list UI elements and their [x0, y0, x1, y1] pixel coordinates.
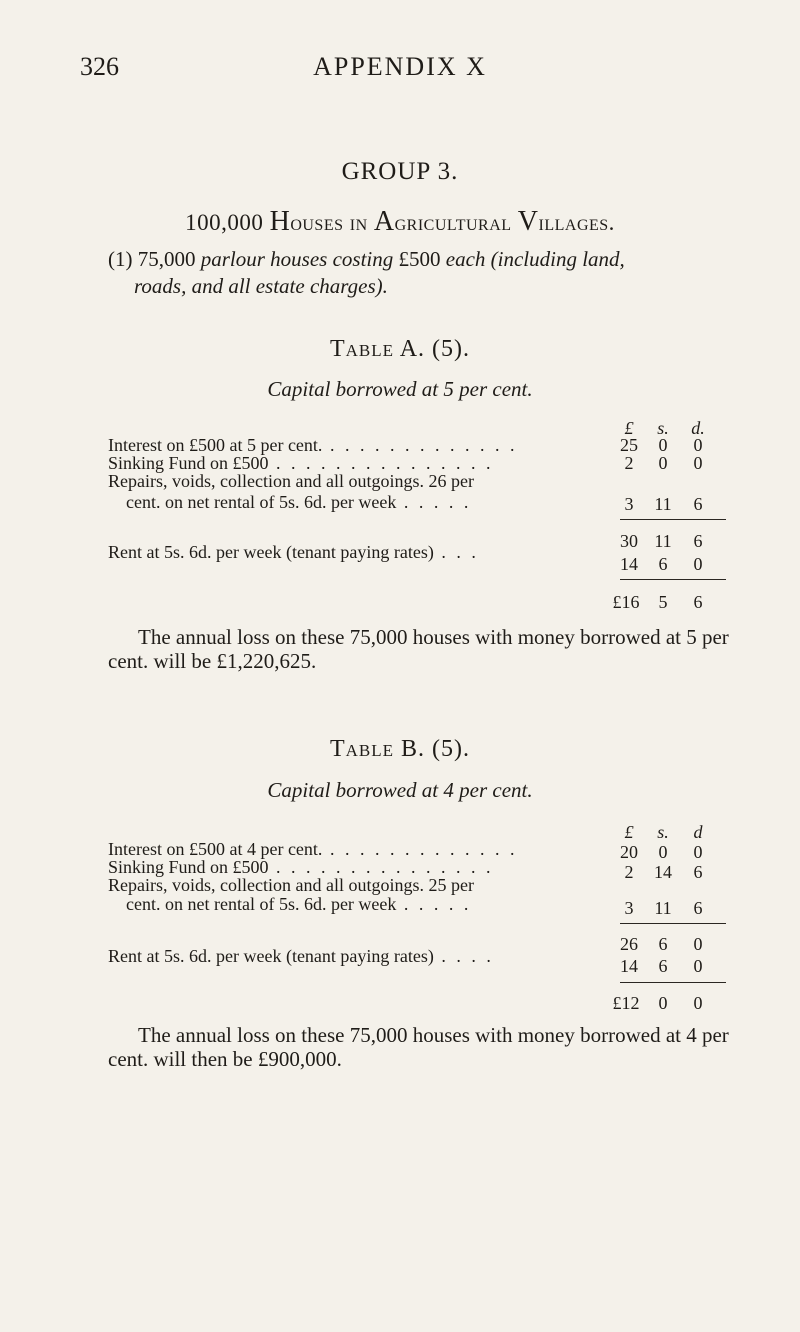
intro-statement: [108, 246, 763, 300]
cell-shillings: 11: [654, 531, 672, 551]
total-rule: [620, 579, 726, 580]
header-pounds: £: [624, 822, 634, 842]
intro-amount: £500: [398, 247, 441, 271]
group-title: GROUP 3.: [341, 158, 459, 185]
cell-pence: 6: [693, 898, 703, 918]
row-label-text: Interest on £500 at 4 per cent.: [108, 839, 323, 859]
table-row: [108, 857, 748, 882]
leader-dots: . . . .: [433, 946, 494, 966]
subheading-cap-a: A: [373, 206, 395, 237]
table-b-title: Table B. (5).: [329, 736, 471, 762]
cell-pence: 0: [693, 842, 703, 862]
rent-values: [108, 554, 748, 574]
cell-shillings: 5: [658, 592, 668, 612]
subheading-cap-h: H: [269, 206, 291, 237]
cell-shillings: 0: [658, 453, 668, 473]
header-pence: d: [693, 822, 703, 842]
cell-pounds: 14: [620, 956, 638, 976]
row-label-text: cent. on net rental of 5s. 6d. per week: [126, 894, 397, 914]
row-label-text: Rent at 5s. 6d. per week (tenant paying rates): [108, 542, 434, 562]
rent-values: [108, 956, 748, 976]
total-row: [108, 993, 748, 1013]
cell-pounds: 3: [624, 898, 634, 918]
table-a-title: Table A. (5).: [329, 336, 471, 362]
table-row: [108, 453, 748, 473]
cell-shillings: 14: [654, 862, 672, 882]
total-row: [108, 592, 748, 612]
leader-dots: . . . . . . . . . . . . .: [322, 839, 518, 859]
cell-shillings: 11: [654, 494, 672, 514]
cell-shillings: 0: [658, 993, 668, 1013]
cell-pounds: £16: [612, 592, 640, 612]
row-label-text: Repairs, voids, collection and all outgoings. 26 per: [108, 471, 474, 491]
row-label-text: Sinking Fund on £500: [108, 857, 269, 877]
intro-italic-2: each (including land,: [445, 247, 625, 271]
header-shillings: s.: [657, 418, 669, 438]
row-label: [108, 875, 474, 896]
cell-pence: 0: [693, 934, 703, 954]
row-label: [126, 492, 471, 513]
total-rule: [620, 982, 726, 983]
leader-dots: . . .: [433, 542, 479, 562]
table-row: [108, 435, 748, 455]
header-pounds: £: [624, 418, 634, 438]
leader-dots: . . . . .: [396, 492, 472, 512]
row-label: [108, 471, 474, 492]
running-head: APPENDIX X: [313, 52, 487, 81]
table-row: [108, 894, 748, 918]
paragraph-table-b-summary: The annual loss on these 75,000 houses with money borrowed at 4 per cent. will then be £900,000.: [108, 1023, 729, 1071]
cell-pounds: 26: [620, 934, 638, 954]
leader-dots: . . . . . . . . . . . . . . .: [268, 857, 494, 877]
table-b-subtitle: Capital borrowed at 4 per cent.: [267, 778, 533, 802]
subtotal-rule: [620, 519, 726, 520]
table-row: [108, 839, 748, 862]
page-number: 326: [80, 52, 119, 81]
cell-pence: 0: [693, 453, 703, 473]
leader-dots: . . . . . . . . . . . . . . .: [268, 453, 494, 473]
subheading-number: 100,000: [185, 210, 264, 235]
subheading-illages: illages.: [538, 210, 615, 235]
cell-pence: 6: [693, 862, 703, 882]
row-label-text: Interest on £500 at 5 per cent.: [108, 435, 323, 455]
cell-shillings: 6: [658, 934, 668, 954]
row-label: [126, 894, 471, 915]
paragraph-table-a-summary: The annual loss on these 75,000 houses with money borrowed at 5 per cent. will be £1,220,625.: [108, 625, 729, 673]
page-header: [80, 52, 760, 92]
subheading-cap-v: V: [517, 206, 539, 237]
cell-pence: 6: [693, 494, 703, 514]
cell-shillings: 6: [658, 554, 668, 574]
row-label-text: Sinking Fund on £500: [108, 453, 269, 473]
cell-pence: 0: [693, 435, 703, 455]
intro-line-2: roads, and all estate charges).: [134, 274, 388, 298]
cell-pounds: 2: [624, 862, 634, 882]
cell-pounds: 2: [624, 453, 634, 473]
row-label-text: cent. on net rental of 5s. 6d. per week: [126, 492, 397, 512]
cell-pence: 0: [693, 554, 703, 574]
cell-pence: 0: [693, 993, 703, 1013]
table-row: [108, 492, 748, 512]
cell-pounds: 3: [624, 494, 634, 514]
cell-shillings: 6: [658, 956, 668, 976]
cell-pounds: 14: [620, 554, 638, 574]
cell-pounds: 25: [620, 435, 638, 455]
row-label-text: Repairs, voids, collection and all outgoings. 25 per: [108, 875, 474, 895]
table-row: [108, 471, 748, 491]
cell-pounds: 30: [620, 531, 638, 551]
table-a-subtitle: Capital borrowed at 5 per cent.: [267, 377, 533, 401]
row-label-text: Rent at 5s. 6d. per week (tenant paying rates): [108, 946, 434, 966]
leader-dots: . . . . .: [396, 894, 472, 914]
subtotal-rule: [620, 923, 726, 924]
subheading-ouses-in: ouses in: [290, 210, 368, 235]
leader-dots: . . . . . . . . . . . . .: [322, 435, 518, 455]
section-subheading: [0, 206, 800, 238]
cell-pence: 6: [693, 531, 703, 551]
cell-pence: 6: [693, 592, 703, 612]
intro-italic-1: parlour houses costing: [200, 247, 394, 271]
cell-pounds: £12: [612, 993, 640, 1013]
header-pence: d.: [691, 418, 705, 438]
subheading-gricultural: gricultural: [394, 210, 512, 235]
header-shillings: s.: [657, 822, 669, 842]
cell-shillings: 11: [654, 898, 672, 918]
intro-prefix: (1) 75,000: [108, 247, 196, 271]
table-row: [108, 875, 748, 895]
cell-shillings: 0: [658, 842, 668, 862]
cell-shillings: 0: [658, 435, 668, 455]
cell-pounds: 20: [620, 842, 638, 862]
cell-pence: 0: [693, 956, 703, 976]
